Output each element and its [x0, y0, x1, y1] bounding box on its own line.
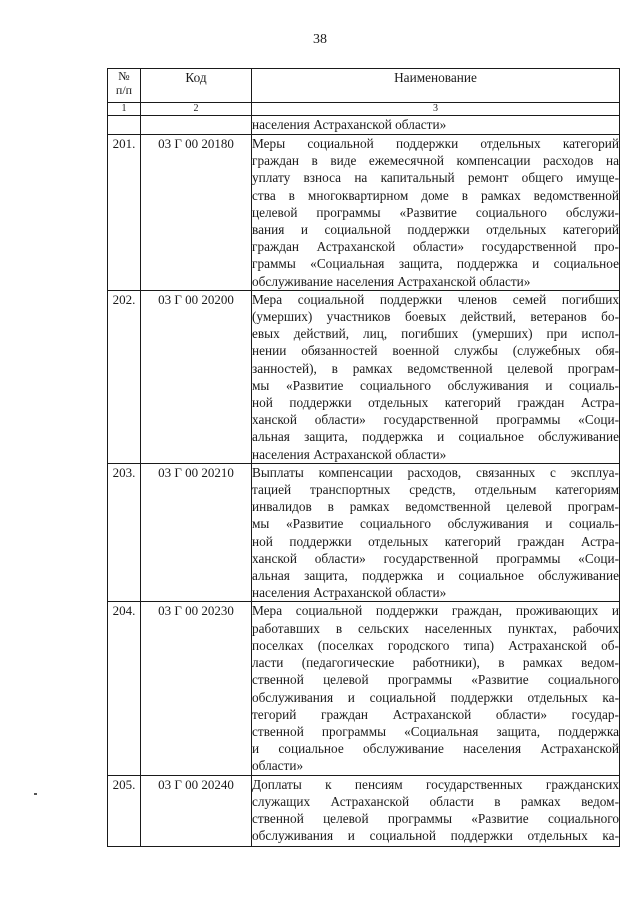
description-line: тегорий граждан Астраханской области» государ-: [252, 706, 619, 722]
description-line: мы «Развитие социального обслуживания и социаль-: [252, 377, 619, 393]
description-line: тацией транспортных средств, отдельным категориям: [252, 482, 619, 498]
table-row: [108, 135, 620, 291]
description-line: занностей), в рамках ведомственной целевой програм-: [252, 360, 619, 376]
description-line: нении обязанностей военной службы (служебных обя-: [252, 343, 619, 359]
description-line: граммы «Социальная защита, поддержка и социальное: [252, 256, 619, 272]
description-line: евых действий, лиц, погибших (умерших) при испол-: [252, 326, 619, 342]
description-line: ханской области» государственной программы «Соци-: [252, 550, 619, 566]
description-line: инвалидов в рамках ведомственной целевой програм-: [252, 499, 619, 515]
description-line: граждан в виде ежемесячной компенсации расходов на: [252, 153, 619, 169]
row-description: [252, 135, 620, 291]
description-line: обслуживание населения Астраханской области»: [252, 273, 531, 289]
header-num-part: п/п: [115, 83, 133, 97]
column-index-3: 3: [252, 103, 620, 116]
header-name: Наименование: [252, 69, 620, 103]
column-index-2: 2: [141, 103, 252, 116]
table-header-row: [108, 69, 620, 103]
continuation-text: [252, 116, 620, 135]
page-number: 38: [313, 32, 327, 47]
description-line: (умерших) участников боевых действий, ветеранов бо-: [252, 309, 619, 325]
row-code: 03 Г 00 20180: [141, 135, 252, 291]
description-line: Выплаты компенсации расходов, связанных с эксплуа-: [252, 464, 619, 480]
row-number: 204.: [108, 602, 141, 775]
description-line: и социальное обслуживание населения Астраханской: [252, 741, 619, 757]
description-line: альная защита, поддержка и социальное обслуживание: [252, 429, 619, 445]
header-num-part: №: [118, 69, 130, 83]
description-line: Мера социальной поддержки членов семей погибших: [252, 291, 619, 307]
row-description: [252, 775, 620, 846]
description-line: обслуживания и социальной поддержки отдельных ка-: [252, 689, 619, 705]
description-line: ственной целевой программы «Развитие социального: [252, 672, 619, 688]
table-row: [108, 290, 620, 463]
description-line: ханской области» государственной программы «Соци-: [252, 412, 619, 428]
description-line: населения Астраханской области»: [252, 117, 447, 132]
row-code: 03 Г 00 20210: [141, 463, 252, 602]
continuation-row: [108, 116, 620, 135]
row-number: 205.: [108, 775, 141, 846]
column-index-1: 1: [108, 103, 141, 116]
row-description: [252, 602, 620, 775]
description-line: населения Астраханской области»: [252, 446, 447, 462]
description-line: ной поддержки отдельных категорий граждан Астра-: [252, 395, 619, 411]
description-line: служащих Астраханской области в рамках ведом-: [252, 793, 619, 809]
description-line: Мера социальной поддержки граждан, проживающих и: [252, 603, 619, 619]
row-description: [252, 463, 620, 602]
description-line: работавших в сельских населенных пунктах, рабочих: [252, 620, 619, 636]
row-number: 203.: [108, 463, 141, 602]
row-code: 03 Г 00 20200: [141, 290, 252, 463]
description-line: целевой программы «Развитие социального обслужи-: [252, 204, 619, 220]
column-index-row: [108, 103, 620, 116]
description-line: ства в многоквартирном доме в рамках ведомственной: [252, 187, 619, 203]
description-line: Доплаты к пенсиям государственных гражданских: [252, 776, 619, 792]
description-line: граждан Астраханской области» государственной про-: [252, 239, 619, 255]
description-line: уплату взноса на капитальный ремонт общего имуще-: [252, 170, 619, 186]
description-line: поселках (поселках городского типа) Астраханской об-: [252, 637, 619, 653]
description-line: ной поддержки отдельных категорий граждан Астра-: [252, 533, 619, 549]
description-line: ственной целевой программы «Развитие социального: [252, 810, 619, 826]
description-line: мы «Развитие социального обслуживания и социаль-: [252, 516, 619, 532]
row-description: [252, 290, 620, 463]
row-code: 03 Г 00 20240: [141, 775, 252, 846]
description-line: ласти (педагогические работники), в рамках ведом-: [252, 655, 619, 671]
description-line: обслуживания и социальной поддержки отдельных ка-: [252, 828, 619, 844]
description-line: ственной программы «Социальная защита, поддержка: [252, 723, 619, 739]
row-code: 03 Г 00 20230: [141, 602, 252, 775]
table-row: [108, 602, 620, 775]
row-number: 202.: [108, 290, 141, 463]
description-line: альная защита, поддержка и социальное обслуживание: [252, 568, 619, 584]
classification-table: [107, 68, 620, 847]
table-row: [108, 463, 620, 602]
header-num: [108, 69, 141, 103]
description-line: Меры социальной поддержки отдельных категорий: [252, 136, 619, 151]
description-line: вания и социальной поддержки отдельных категорий: [252, 222, 619, 238]
table-row: [108, 775, 620, 846]
header-code: Код: [141, 69, 252, 103]
scan-speck: [34, 793, 37, 795]
row-number: 201.: [108, 135, 141, 291]
description-line: населения Астраханской области»: [252, 585, 447, 601]
description-line: области»: [252, 758, 304, 774]
